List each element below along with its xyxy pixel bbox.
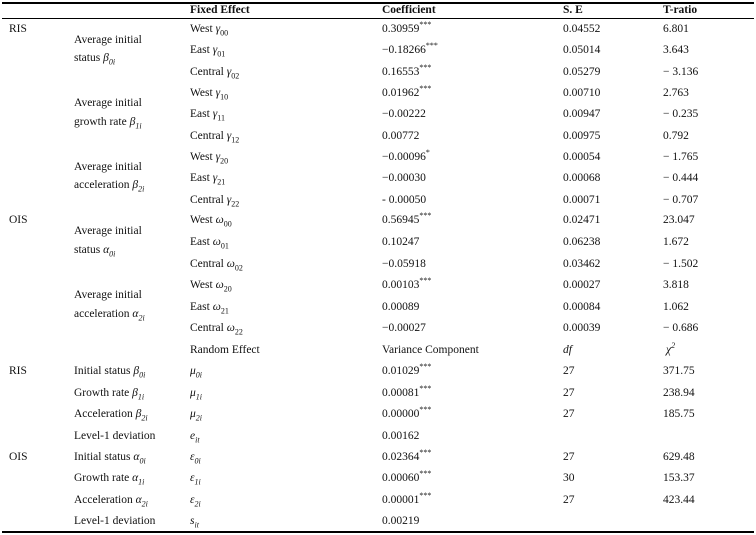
- group-label: RIS: [9, 365, 27, 377]
- random-effect-label: Acceleration $\alpha_{2i}$: [74, 494, 148, 509]
- coefficient-value: −0.00096*: [382, 148, 430, 163]
- df-value: 30: [563, 472, 575, 484]
- header-random-effect: Random Effect: [190, 344, 260, 356]
- variance-component-value: 0.00081***: [382, 384, 432, 399]
- fixed-effect-term: Central $\gamma_{12}$: [190, 130, 240, 145]
- random-effect-label: Level-1 deviation: [74, 515, 156, 527]
- tratio-value: 2.763: [663, 87, 689, 99]
- tratio-value: 3.643: [663, 44, 689, 56]
- fixed-effect-term: West $\gamma_{00}$: [190, 23, 229, 38]
- random-effect-term: $\varepsilon_{0i}$: [190, 451, 201, 466]
- se-value: 0.05014: [563, 44, 601, 56]
- coefficient-value: −0.00027: [382, 322, 426, 334]
- chi-square-value: 423.44: [663, 494, 695, 506]
- fixed-effect-term: East $\omega_{21}$: [190, 301, 229, 316]
- tratio-value: − 0.444: [663, 172, 699, 184]
- random-effect-term: $\mu_{2i}$: [190, 408, 203, 423]
- coefficient-value: −0.18266***: [382, 41, 438, 56]
- random-effect-label: Growth rate $\beta_{1i}$: [74, 387, 145, 402]
- parameter-label: Average initial: [74, 225, 142, 237]
- tratio-value: − 0.235: [663, 108, 699, 120]
- random-effect-term: $\varepsilon_{1i}$: [190, 472, 201, 487]
- header-fixed-effect: Fixed Effect: [190, 4, 250, 16]
- coefficient-value: 0.10247: [382, 236, 420, 248]
- se-value: 0.00084: [563, 301, 601, 313]
- tratio-value: 0.792: [663, 130, 689, 142]
- parameter-label: Average initial: [74, 161, 142, 173]
- parameter-label: status $\alpha_{0i}$: [74, 244, 116, 259]
- header-tratio: T-ratio: [663, 4, 698, 16]
- tratio-value: − 1.502: [663, 258, 699, 270]
- fixed-effect-term: Central $\gamma_{02}$: [190, 66, 240, 81]
- tratio-value: 3.818: [663, 279, 689, 291]
- coefficient-value: 0.00103***: [382, 276, 432, 291]
- fixed-effect-term: West $\gamma_{20}$: [190, 151, 229, 166]
- parameter-label: acceleration $\beta_{2i}$: [74, 179, 145, 194]
- coefficient-value: 0.00089: [382, 301, 420, 313]
- se-value: 0.00054: [563, 151, 601, 163]
- se-value: 0.03462: [563, 258, 601, 270]
- header-rule: [2, 18, 754, 19]
- random-effect-label: Acceleration $\beta_{2i}$: [74, 408, 148, 423]
- coefficient-value: 0.56945***: [382, 211, 432, 226]
- random-effect-label: Initial status $\alpha_{0i}$: [74, 451, 146, 466]
- parameter-label: acceleration $\alpha_{2i}$: [74, 308, 145, 323]
- chi-square-value: 238.94: [663, 387, 695, 399]
- parameter-label: Average initial: [74, 97, 142, 109]
- se-value: 0.00975: [563, 130, 601, 142]
- parameter-label: Average initial: [74, 289, 142, 301]
- coefficient-value: −0.05918: [382, 258, 426, 270]
- fixed-effect-term: Central $\omega_{02}$: [190, 258, 243, 273]
- coefficient-value: −0.00030: [382, 172, 426, 184]
- tratio-value: 1.672: [663, 236, 689, 248]
- coefficient-value: 0.30959***: [382, 20, 432, 35]
- se-value: 0.04552: [563, 23, 601, 35]
- tratio-value: − 3.136: [663, 66, 699, 78]
- variance-component-value: 0.02364***: [382, 448, 432, 463]
- bottom-rule: [2, 531, 754, 533]
- tratio-value: − 0.686: [663, 322, 699, 334]
- tratio-value: 6.801: [663, 23, 689, 35]
- tratio-value: 23.047: [663, 214, 695, 226]
- se-value: 0.00071: [563, 194, 601, 206]
- fixed-effect-term: East $\omega_{01}$: [190, 236, 229, 251]
- fixed-effect-term: East $\gamma_{01}$: [190, 44, 226, 59]
- fixed-effect-term: West $\gamma_{10}$: [190, 87, 229, 102]
- coefficient-value: 0.16553***: [382, 63, 432, 78]
- se-value: 0.02471: [563, 214, 601, 226]
- header-df: df: [563, 344, 572, 356]
- chi-square-value: 185.75: [663, 408, 695, 420]
- se-value: 0.00027: [563, 279, 601, 291]
- tratio-value: − 0.707: [663, 194, 699, 206]
- chi-square-value: 153.37: [663, 472, 695, 484]
- coefficient-value: - 0.00050: [382, 194, 427, 206]
- group-label: OIS: [9, 451, 28, 463]
- tratio-value: − 1.765: [663, 151, 699, 163]
- tratio-value: 1.062: [663, 301, 689, 313]
- se-value: 0.00039: [563, 322, 601, 334]
- variance-component-value: 0.00060***: [382, 469, 432, 484]
- random-effect-term: $\varepsilon_{2i}$: [190, 494, 201, 509]
- fixed-effect-term: Central $\omega_{22}$: [190, 322, 243, 337]
- chi-square-value: 371.75: [663, 365, 695, 377]
- random-effect-term: $\mu_{0i}$: [190, 365, 203, 380]
- coefficient-value: −0.00222: [382, 108, 426, 120]
- fixed-effect-term: West $\omega_{20}$: [190, 279, 232, 294]
- parameter-label: status $\beta_{0i}$: [74, 52, 116, 67]
- random-effect-term: $s_{it}$: [190, 515, 199, 530]
- fixed-effect-term: East $\gamma_{11}$: [190, 108, 225, 123]
- random-effect-label: Initial status $\beta_{0i}$: [74, 365, 146, 380]
- header-se: S. E: [563, 4, 583, 16]
- fixed-effect-term: East $\gamma_{21}$: [190, 172, 226, 187]
- variance-component-value: 0.00162: [382, 430, 420, 442]
- df-value: 27: [563, 365, 575, 377]
- chi-square-value: 629.48: [663, 451, 695, 463]
- variance-component-value: 0.01029***: [382, 362, 432, 377]
- header-variance-component: Variance Component: [382, 344, 479, 356]
- se-value: 0.00947: [563, 108, 601, 120]
- header-chi-square: $\chi^2$: [666, 341, 676, 356]
- parameter-label: growth rate $\beta_{1i}$: [74, 116, 142, 131]
- se-value: 0.06238: [563, 236, 601, 248]
- se-value: 0.00068: [563, 172, 601, 184]
- variance-component-value: 0.00000***: [382, 405, 432, 420]
- parameter-label: Average initial: [74, 34, 142, 46]
- fixed-effect-term: West $\omega_{00}$: [190, 214, 232, 229]
- fixed-effect-term: Central $\gamma_{22}$: [190, 194, 240, 209]
- variance-component-value: 0.00001***: [382, 491, 432, 506]
- df-value: 27: [563, 408, 575, 420]
- random-effect-label: Growth rate $\alpha_{1i}$: [74, 472, 145, 487]
- se-value: 0.05279: [563, 66, 601, 78]
- coefficient-value: 0.01962***: [382, 84, 432, 99]
- header-coefficient: Coefficient: [382, 4, 436, 16]
- random-effect-term: $e_{it}$: [190, 430, 200, 445]
- df-value: 27: [563, 451, 575, 463]
- df-value: 27: [563, 387, 575, 399]
- random-effect-term: $\mu_{1i}$: [190, 387, 203, 402]
- group-label: OIS: [9, 214, 28, 226]
- top-rule: [2, 2, 754, 4]
- group-label: RIS: [9, 23, 27, 35]
- variance-component-value: 0.00219: [382, 515, 420, 527]
- se-value: 0.00710: [563, 87, 601, 99]
- df-value: 27: [563, 494, 575, 506]
- random-effect-label: Level-1 deviation: [74, 430, 156, 442]
- coefficient-value: 0.00772: [382, 130, 420, 142]
